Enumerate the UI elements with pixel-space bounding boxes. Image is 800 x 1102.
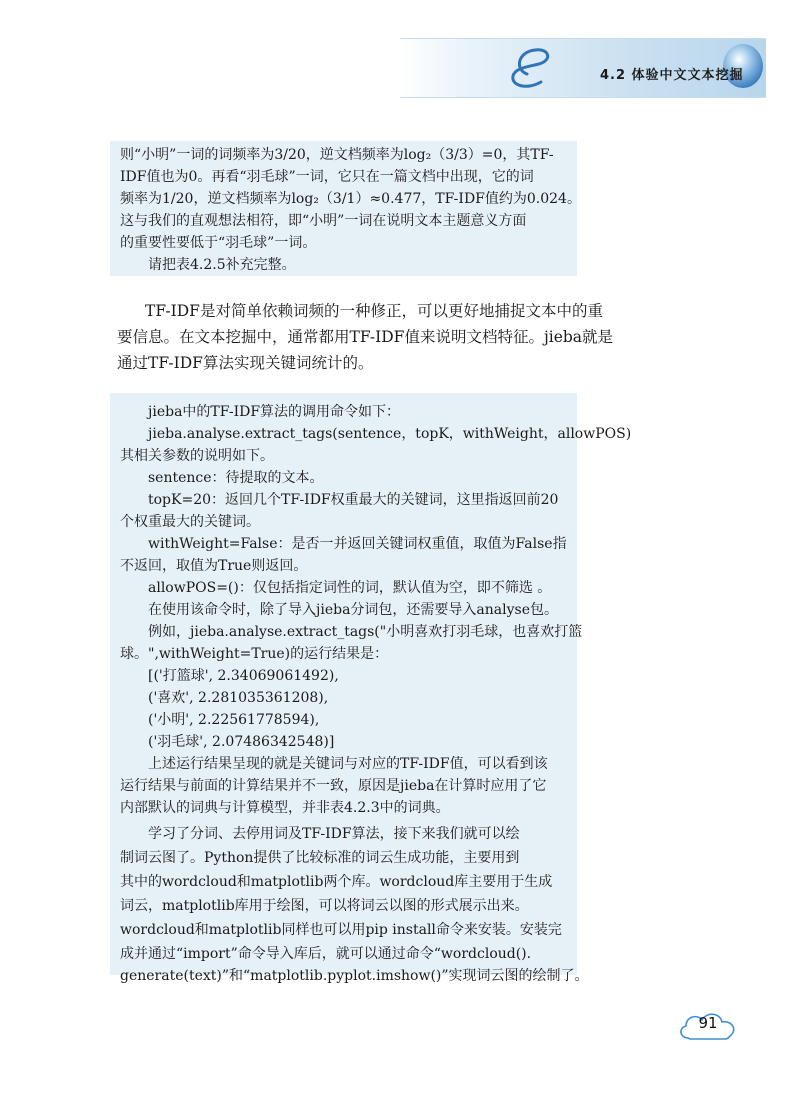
box1-line: 请把表4.2.5补充完整。	[148, 257, 296, 273]
box2-line: 成并通过“import”命令导入库后，就可以通过命令“wordcloud().	[120, 946, 532, 962]
box2-line: 不返回，取值为True则返回。	[120, 558, 308, 574]
box2-line: wordcloud和matplotlib同样也可以用pip install命令来安装。安装完	[120, 922, 562, 938]
box2-line: ('羽毛球', 2.07486342548)]	[148, 734, 335, 750]
box2-line: 学习了分词、去停用词及TF-IDF算法，接下来我们就可以绘	[148, 826, 520, 842]
box2-line: 内部默认的词典与计算模型，并非表4.2.3中的词典。	[120, 800, 450, 816]
box2-line: ('喜欢', 2.281035361208),	[148, 690, 329, 706]
box2-line: jieba.analyse.extract_tags(sentence，topK，withWeight，allowPOS)	[148, 426, 632, 442]
box2-line: 其中的wordcloud和matplotlib两个库。wordcloud库主要用于生成	[120, 874, 553, 890]
box2-line: 制词云图了。Python提供了比较标准的词云生成功能，主要用到	[120, 850, 520, 866]
page-number-badge	[676, 1008, 740, 1044]
box1-line: 频率为1/20，逆文档频率为log₂（3/1）≈0.477，TF-IDF值约为0.024。	[120, 191, 581, 207]
box2-line: 个权重最大的关键词。	[120, 514, 260, 530]
box2-line: 球。",withWeight=True)的运行结果是：	[120, 646, 389, 662]
box1-line: 这与我们的直观想法相符，即“小明”一词在说明文本主题意义方面	[120, 213, 527, 229]
box2-line: 运行结果与前面的计算结果并不一致，原因是jieba在计算时应用了它	[120, 778, 547, 794]
box2-line: ('小明', 2.22561778594),	[148, 712, 320, 728]
box2-line: sentence：待提取的文本。	[148, 470, 324, 486]
box2-line: 在使用该命令时，除了导入jieba分词包，还需要导入analyse包。	[148, 602, 558, 618]
box2-line: generate(text)”和“matplotlib.pyplot.imshow()”实现词云图的绘制了。	[120, 968, 589, 984]
box2-line: withWeight=False：是否一并返回关键词权重值，取值为False指	[148, 536, 567, 552]
box1-line: 则“小明”一词的词频率为3/20，逆文档频率为log₂（3/3）=0，其TF-	[120, 147, 554, 163]
box2-line: [('打篮球', 2.34069061492),	[148, 668, 339, 684]
box2-line: allowPOS=()：仅包括指定词性的词，默认值为空，即不筛选 。	[148, 580, 552, 596]
box2-line: 其相关参数的说明如下。	[120, 448, 274, 464]
body-paragraph-line: TF-IDF是对简单依赖词频的一种修正，可以更好地捕捉文本中的重	[145, 302, 603, 320]
box1-line: IDF值也为0。再看“羽毛球”一词，它只在一篇文档中出现，它的词	[120, 169, 534, 185]
body-paragraph-line: 要信息。在文本挖掘中，通常都用TF-IDF值来说明文档特征。jieba就是	[117, 328, 614, 346]
page-number: 91	[698, 1014, 718, 1032]
body-paragraph-line: 通过TF-IDF算法实现关键词统计的。	[117, 354, 374, 372]
box2-line: topK=20：返回几个TF-IDF权重最大的关键词，这里指返回前20	[148, 492, 559, 508]
box2-line: 例如，jieba.analyse.extract_tags("小明喜欢打羽毛球，也喜欢打篮	[148, 624, 583, 640]
box2-line: 词云，matplotlib库用于绘图，可以将词云以图的形式展示出来。	[120, 898, 529, 914]
box1-line: 的重要性要低于“羽毛球”一词。	[120, 235, 317, 251]
section-title: 4.2 体验中文文本挖掘	[600, 68, 744, 83]
box2-line: 上述运行结果呈现的就是关键词与对应的TF-IDF值，可以看到该	[148, 756, 548, 772]
box2-line: jieba中的TF-IDF算法的调用命令如下：	[148, 404, 401, 420]
